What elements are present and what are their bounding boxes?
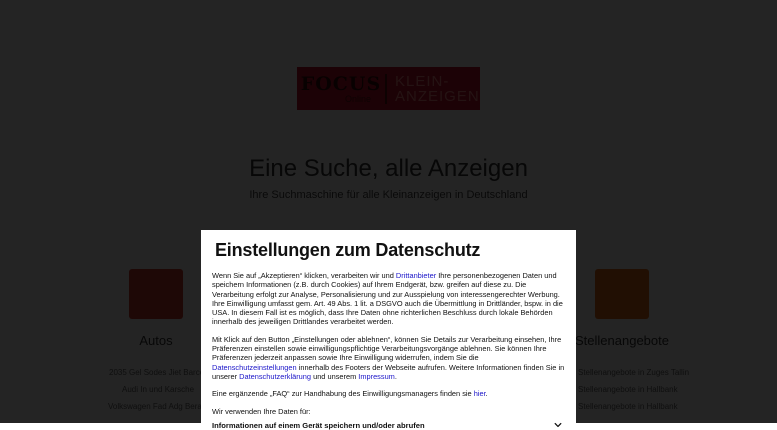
dialog-title: Einstellungen zum Datenschutz bbox=[215, 240, 481, 260]
consent-paragraph-1 bbox=[212, 271, 565, 327]
consent-text: Wenn Sie auf „Akzeptieren“ klicken, verarbeiten wir und bbox=[212, 271, 396, 280]
faq-hier-link[interactable]: hier bbox=[473, 389, 486, 399]
datenschutzerklaerung-link[interactable]: Datenschutzerklärung bbox=[239, 371, 312, 381]
consent-text: . bbox=[485, 389, 488, 399]
drittanbieter-link[interactable]: Drittanbieter bbox=[395, 271, 437, 280]
purpose-label: Informationen auf einem Gerät speichern und/oder abrufen bbox=[212, 420, 425, 430]
consent-text: innerhalb des Footers der Webseite aufrufen. Weitere Informationen finden Sie in unserer bbox=[212, 362, 565, 381]
purpose-storage-accordion[interactable] bbox=[212, 421, 565, 430]
chevron-down-icon[interactable] bbox=[554, 421, 562, 429]
purposes-intro: Wir verwenden Ihre Daten für: bbox=[212, 406, 311, 416]
consent-text: Ihre personenbezogenen Daten und speichern Informationen (z.B. durch Cookies) auf Ihrem Endgerät, bzw. greifen auf diese zu. Die Verarbeitung erfolgt zur Analyse, Personalisierung und zur Ausspielung von interessengerechter Werbung. Ihre Einwilligung umfasst gem. Art. 49 Abs. 1 lit. a DSGVO auch die Übermittlung in Drittländer, bspw. in die USA. In diesem Fall ist es möglich, dass Ihre Daten ohne richterlichen Beschluss durch lokale Behörden innerhalb des jeweiligen Drittlandes verarbeitet werden. bbox=[212, 271, 563, 327]
consent-paragraph-3 bbox=[212, 389, 565, 398]
consent-text: und unserem bbox=[311, 371, 359, 381]
privacy-consent-dialog bbox=[201, 230, 576, 430]
consent-text: . bbox=[394, 371, 397, 381]
datenschutzeinstellungen-link[interactable]: Datenschutzeinstellungen bbox=[212, 362, 297, 372]
consent-paragraph-2 bbox=[212, 335, 565, 381]
impressum-link[interactable]: Impressum bbox=[358, 371, 395, 381]
consent-text: Eine ergänzende „FAQ“ zur Handhabung des Einwilligungsmanagers finden sie bbox=[212, 389, 474, 399]
consent-text: Mit Klick auf den Button „Einstellungen oder ablehnen“, können Sie Details zur Verarbeitung einsehen, Ihre Präferenzen einstellen sowie einwilligungspflichtige Verarbeitungsvorgänge ablehnen. Sie können Ihre Präferenzen jederzeit anpassen sowie Ihre Einwilligung widerrufen, indem Sie die bbox=[212, 334, 562, 363]
